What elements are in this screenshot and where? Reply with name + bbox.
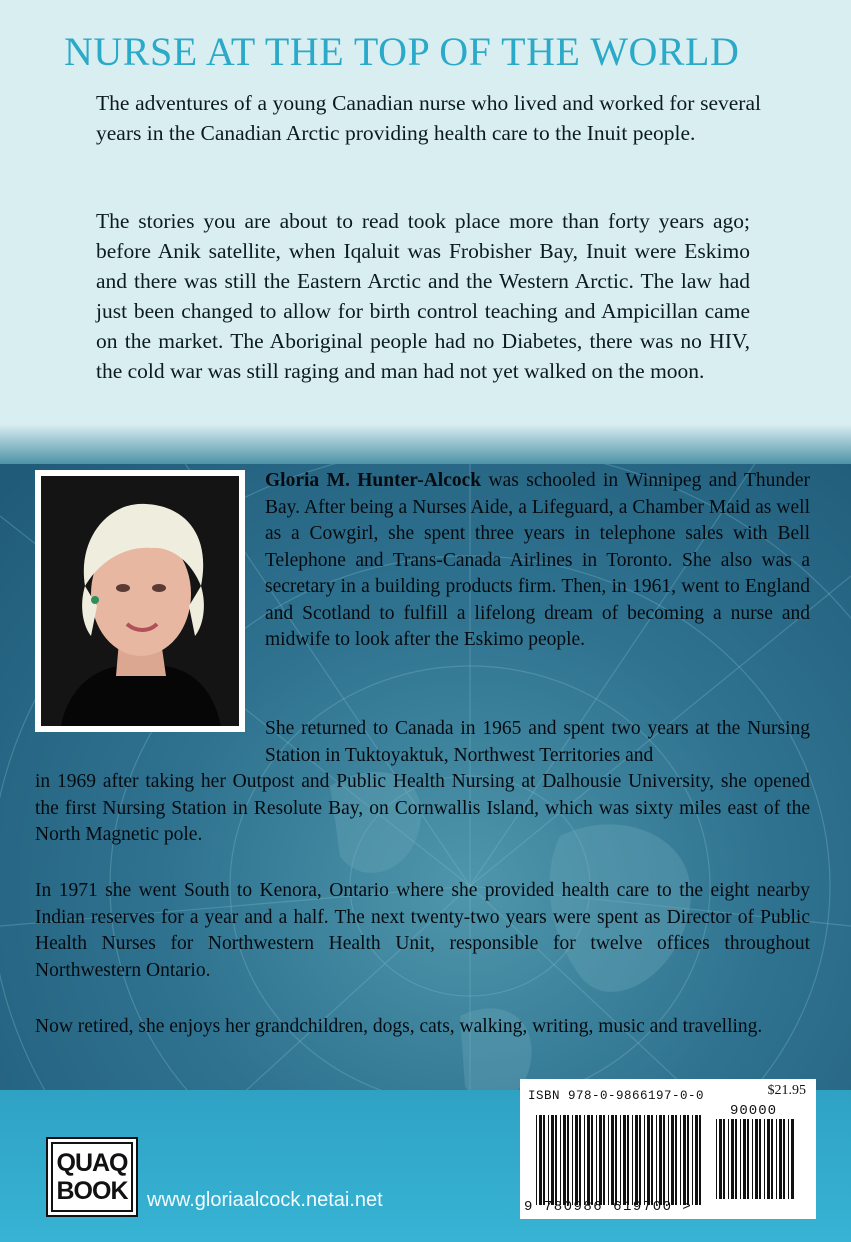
barcode-bar	[599, 1115, 602, 1205]
bio-paragraph-3: In 1971 she went South to Kenora, Ontario where she provided health care to the eight nearby Indian reserves for a year and a half. The next twenty-two years were spent as Director of Public Health Nurses for Northwestern Health Unit, responsible for twelve offices throughout Northwestern Ontario.	[35, 880, 810, 981]
addon-code-label: 90000	[730, 1103, 778, 1119]
barcode-bar	[572, 1115, 573, 1205]
barcode-bar	[620, 1115, 621, 1205]
barcode-bar	[536, 1115, 537, 1205]
barcode-bar	[735, 1119, 737, 1199]
addon-barcode-bars	[716, 1119, 794, 1199]
barcode-bar	[543, 1115, 545, 1205]
barcode-bar	[591, 1115, 593, 1205]
barcode-bar	[639, 1115, 641, 1205]
barcode-bar	[759, 1119, 761, 1199]
ean-barcode-bars	[536, 1115, 706, 1205]
bio-paragraph-1-text: was schooled in Winnipeg and Thunder Bay. After being a Nurses Aide, a Lifeguard, a Chamber Maid as well as a Cowgirl, she spent three years in telephone sales with Bell Telephone and Trans-Canada Airlines in Toronto. She also was a secretary in a building products firm. Then, in 1961, went to England and Scotland to fulfill a lifelong dream of becoming a nurse and midwife to look after the Eskimo people.	[265, 470, 811, 650]
barcode-bar	[647, 1115, 650, 1205]
author-photo	[41, 476, 239, 726]
barcode-bar	[584, 1115, 585, 1205]
isbn-label: ISBN 978-0-9866197-0-0	[528, 1089, 705, 1103]
barcode-bar	[680, 1115, 681, 1205]
barcode-bar	[635, 1115, 638, 1205]
barcode-bar	[644, 1115, 645, 1205]
barcode-bar	[747, 1119, 749, 1199]
barcode-bar	[771, 1119, 773, 1199]
barcode-bar	[699, 1115, 701, 1205]
price-label: $21.95	[767, 1083, 806, 1098]
publisher-logo-line-2: BOOK	[56, 1177, 128, 1205]
barcode-bar	[651, 1115, 653, 1205]
author-photo-frame	[35, 470, 245, 732]
barcode-bar	[615, 1115, 617, 1205]
barcode-bar	[716, 1119, 717, 1199]
barcode-bar	[755, 1119, 758, 1199]
barcode-bar	[728, 1119, 729, 1199]
barcode-bar	[555, 1115, 557, 1205]
barcode-bar	[608, 1115, 609, 1205]
barcode-bar	[752, 1119, 753, 1199]
barcode-bar	[623, 1115, 626, 1205]
barcode-bar	[603, 1115, 605, 1205]
barcode-bar	[656, 1115, 657, 1205]
author-portrait-illustration	[41, 476, 239, 726]
barcode-bar	[764, 1119, 765, 1199]
barcode-bar	[548, 1115, 549, 1205]
ean-digits-label: 9 780986 619700 >	[524, 1199, 693, 1215]
barcode-bar	[731, 1119, 734, 1199]
publisher-logo-border	[51, 1142, 133, 1212]
barcode-bar	[632, 1115, 633, 1205]
barcode-bar	[723, 1119, 725, 1199]
barcode-bar	[668, 1115, 669, 1205]
barcode-bar	[767, 1119, 770, 1199]
publisher-logo	[46, 1137, 138, 1217]
barcode-bar	[671, 1115, 674, 1205]
barcode-bar	[719, 1119, 722, 1199]
barcode-bar	[695, 1115, 698, 1205]
barcode-bar	[692, 1115, 693, 1205]
bio-paragraph-4: Now retired, she enjoys her grandchildren, dogs, cats, walking, writing, music and travelling.	[35, 1016, 763, 1037]
stories-paragraph: The stories you are about to read took place more than forty years ago; before Anik satellite, when Iqaluit was Frobisher Bay, Inuit were Eskimo and there was still the Eastern Arctic and the Western Arctic. The law had just been changed to allow for birth control teaching and Ampicillan came on the market. The Aboriginal people had no Diabetes, there was no HIV, the cold war was still raging and man had not yet walked on the moon.	[96, 209, 750, 383]
barcode-bar	[539, 1115, 542, 1205]
barcode-bar	[675, 1115, 677, 1205]
bio-paragraph-2-part-2: in 1969 after taking her Outpost and Public Health Nursing at Dalhousie University, she opened the first Nursing Station in Resolute Bay, on Cornwallis Island, which was sixty miles east of the North Magnetic pole.	[35, 771, 810, 845]
barcode-bar	[659, 1115, 662, 1205]
barcode-bar	[551, 1115, 554, 1205]
barcode-bar	[567, 1115, 569, 1205]
panel-transition	[0, 424, 851, 464]
barcode-bar	[663, 1115, 665, 1205]
book-title: NURSE AT THE TOP OF THE WORLD	[64, 29, 740, 74]
barcode-bar	[587, 1115, 590, 1205]
intro-paragraph: The adventures of a young Canadian nurse who lived and worked for several years in the Canadian Arctic providing health care to the Inuit people.	[96, 91, 761, 145]
barcode-bar	[783, 1119, 785, 1199]
barcode-bar	[563, 1115, 566, 1205]
bio-paragraph-1	[265, 468, 810, 654]
barcode-bar	[776, 1119, 777, 1199]
barcode-bar	[788, 1119, 789, 1199]
barcode-bar	[579, 1115, 581, 1205]
barcode-bar	[683, 1115, 686, 1205]
barcode-bar	[627, 1115, 629, 1205]
publisher-logo-line-1: QUAQ	[56, 1149, 128, 1177]
barcode-bar	[791, 1119, 794, 1199]
bio-paragraph-2-part-1: She returned to Canada in 1965 and spent two years at the Nursing Station in Tuktoyaktuk, Northwest Territories and	[265, 718, 810, 766]
barcode-bar	[687, 1115, 689, 1205]
barcode-bar	[575, 1115, 578, 1205]
barcode-bar	[611, 1115, 614, 1205]
isbn-barcode	[520, 1079, 816, 1219]
barcode-bar	[743, 1119, 746, 1199]
author-name: Gloria M. Hunter-Alcock	[265, 470, 482, 491]
barcode-bar	[740, 1119, 741, 1199]
barcode-bar	[596, 1115, 597, 1205]
author-website: www.gloriaalcock.netai.net	[147, 1189, 383, 1211]
barcode-bar	[560, 1115, 561, 1205]
barcode-bar	[779, 1119, 782, 1199]
